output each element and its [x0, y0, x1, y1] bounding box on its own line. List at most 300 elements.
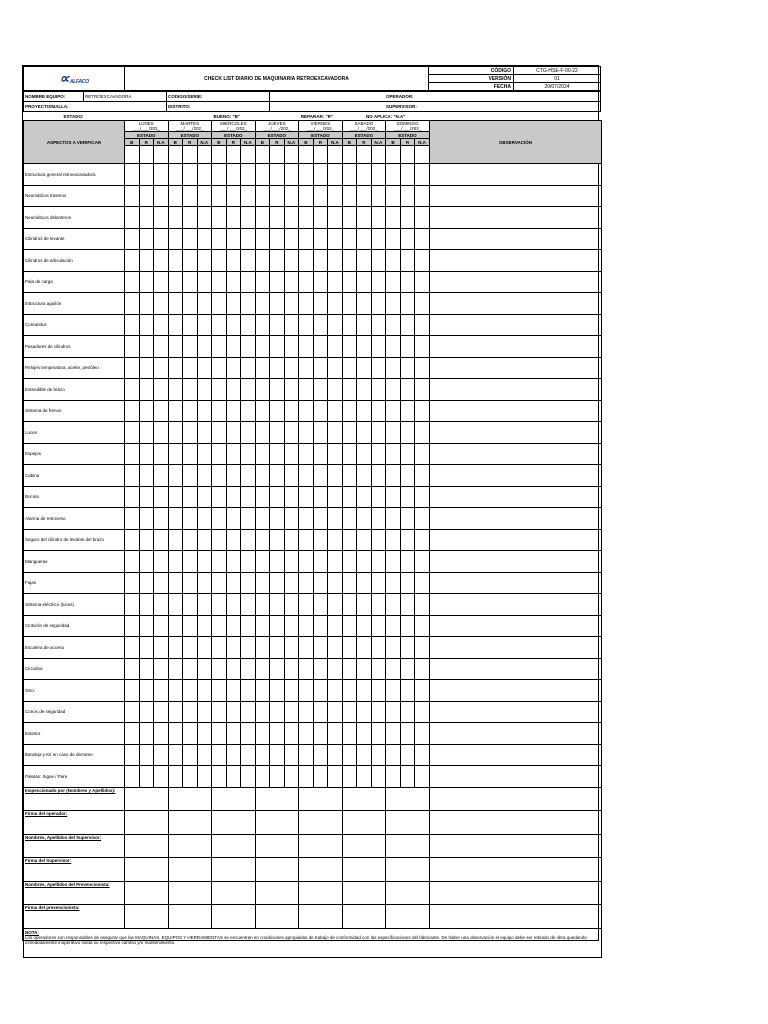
status-cell[interactable] [299, 744, 314, 766]
status-cell[interactable] [400, 293, 415, 315]
status-cell[interactable] [313, 293, 328, 315]
status-cell[interactable] [342, 228, 357, 250]
signature-cell[interactable] [212, 834, 256, 858]
status-cell[interactable] [299, 508, 314, 530]
signature-cell[interactable] [125, 787, 169, 811]
status-cell[interactable] [241, 486, 256, 508]
status-cell[interactable] [270, 271, 285, 293]
status-cell[interactable] [168, 508, 183, 530]
signature-cell[interactable] [299, 905, 343, 929]
status-cell[interactable] [357, 250, 372, 272]
status-cell[interactable] [313, 529, 328, 551]
observation-cell[interactable] [429, 508, 602, 530]
status-cell[interactable] [168, 572, 183, 594]
status-cell[interactable] [183, 228, 198, 250]
status-cell[interactable] [183, 271, 198, 293]
status-cell[interactable] [386, 766, 401, 788]
status-cell[interactable] [342, 658, 357, 680]
status-cell[interactable] [197, 766, 212, 788]
status-cell[interactable] [255, 744, 270, 766]
status-cell[interactable] [226, 701, 241, 723]
status-cell[interactable] [241, 357, 256, 379]
status-cell[interactable] [328, 314, 343, 336]
status-cell[interactable] [226, 723, 241, 745]
status-cell[interactable] [154, 357, 169, 379]
status-cell[interactable] [400, 637, 415, 659]
status-cell[interactable] [270, 723, 285, 745]
status-cell[interactable] [415, 314, 430, 336]
status-cell[interactable] [386, 680, 401, 702]
status-cell[interactable] [212, 422, 227, 444]
status-cell[interactable] [357, 379, 372, 401]
status-cell[interactable] [313, 701, 328, 723]
observation-cell[interactable] [429, 422, 602, 444]
status-cell[interactable] [125, 594, 140, 616]
status-cell[interactable] [226, 228, 241, 250]
status-cell[interactable] [299, 357, 314, 379]
signature-cell[interactable] [168, 834, 212, 858]
status-cell[interactable] [168, 228, 183, 250]
status-cell[interactable] [328, 508, 343, 530]
status-cell[interactable] [125, 508, 140, 530]
status-cell[interactable] [284, 465, 299, 487]
status-cell[interactable] [313, 185, 328, 207]
observation-cell[interactable] [429, 250, 602, 272]
status-cell[interactable] [299, 486, 314, 508]
status-cell[interactable] [255, 443, 270, 465]
status-cell[interactable] [125, 336, 140, 358]
status-cell[interactable] [371, 357, 386, 379]
status-cell[interactable] [183, 615, 198, 637]
status-cell[interactable] [212, 551, 227, 573]
status-cell[interactable] [270, 637, 285, 659]
status-cell[interactable] [371, 658, 386, 680]
status-cell[interactable] [125, 228, 140, 250]
status-cell[interactable] [255, 185, 270, 207]
status-cell[interactable] [226, 658, 241, 680]
status-cell[interactable] [284, 228, 299, 250]
status-cell[interactable] [328, 357, 343, 379]
status-cell[interactable] [125, 658, 140, 680]
status-cell[interactable] [270, 572, 285, 594]
status-cell[interactable] [270, 250, 285, 272]
status-cell[interactable] [284, 207, 299, 229]
status-cell[interactable] [357, 207, 372, 229]
status-cell[interactable] [212, 658, 227, 680]
status-cell[interactable] [342, 572, 357, 594]
status-cell[interactable] [125, 744, 140, 766]
status-cell[interactable] [328, 271, 343, 293]
status-cell[interactable] [212, 185, 227, 207]
status-cell[interactable] [284, 723, 299, 745]
status-cell[interactable] [168, 164, 183, 186]
status-cell[interactable] [415, 486, 430, 508]
status-cell[interactable] [415, 271, 430, 293]
status-cell[interactable] [386, 701, 401, 723]
status-cell[interactable] [328, 680, 343, 702]
status-cell[interactable] [400, 615, 415, 637]
status-cell[interactable] [328, 594, 343, 616]
status-cell[interactable] [212, 336, 227, 358]
status-cell[interactable] [212, 680, 227, 702]
status-cell[interactable] [139, 314, 154, 336]
status-cell[interactable] [313, 207, 328, 229]
status-cell[interactable] [125, 293, 140, 315]
status-cell[interactable] [125, 314, 140, 336]
signature-cell[interactable] [255, 834, 299, 858]
status-cell[interactable] [299, 207, 314, 229]
status-cell[interactable] [400, 443, 415, 465]
status-cell[interactable] [284, 508, 299, 530]
status-cell[interactable] [139, 594, 154, 616]
status-cell[interactable] [371, 615, 386, 637]
signature-cell[interactable] [125, 858, 169, 882]
status-cell[interactable] [400, 701, 415, 723]
signature-cell[interactable] [125, 834, 169, 858]
status-cell[interactable] [197, 164, 212, 186]
status-cell[interactable] [212, 572, 227, 594]
status-cell[interactable] [386, 336, 401, 358]
signature-cell[interactable] [125, 905, 169, 929]
status-cell[interactable] [386, 508, 401, 530]
status-cell[interactable] [313, 486, 328, 508]
status-cell[interactable] [125, 400, 140, 422]
status-cell[interactable] [299, 164, 314, 186]
status-cell[interactable] [386, 164, 401, 186]
status-cell[interactable] [241, 551, 256, 573]
status-cell[interactable] [226, 766, 241, 788]
status-cell[interactable] [313, 680, 328, 702]
status-cell[interactable] [284, 572, 299, 594]
status-cell[interactable] [183, 637, 198, 659]
status-cell[interactable] [342, 379, 357, 401]
status-cell[interactable] [357, 744, 372, 766]
supervisor-field[interactable] [270, 102, 601, 112]
observation-cell[interactable] [429, 486, 602, 508]
status-cell[interactable] [400, 723, 415, 745]
status-cell[interactable] [154, 379, 169, 401]
status-cell[interactable] [313, 723, 328, 745]
status-cell[interactable] [212, 164, 227, 186]
status-cell[interactable] [299, 271, 314, 293]
status-cell[interactable] [357, 594, 372, 616]
status-cell[interactable] [313, 465, 328, 487]
status-cell[interactable] [270, 486, 285, 508]
status-cell[interactable] [357, 615, 372, 637]
observation-cell[interactable] [429, 185, 602, 207]
status-cell[interactable] [255, 572, 270, 594]
status-cell[interactable] [255, 551, 270, 573]
status-cell[interactable] [168, 314, 183, 336]
status-cell[interactable] [299, 228, 314, 250]
status-cell[interactable] [212, 744, 227, 766]
status-cell[interactable] [212, 637, 227, 659]
status-cell[interactable] [255, 164, 270, 186]
signature-cell[interactable] [168, 905, 212, 929]
status-cell[interactable] [342, 422, 357, 444]
status-cell[interactable] [183, 486, 198, 508]
status-cell[interactable] [154, 658, 169, 680]
status-cell[interactable] [299, 637, 314, 659]
status-cell[interactable] [415, 637, 430, 659]
status-cell[interactable] [400, 250, 415, 272]
status-cell[interactable] [328, 637, 343, 659]
status-cell[interactable] [328, 744, 343, 766]
status-cell[interactable] [415, 422, 430, 444]
status-cell[interactable] [357, 228, 372, 250]
status-cell[interactable] [313, 508, 328, 530]
status-cell[interactable] [415, 680, 430, 702]
status-cell[interactable] [371, 336, 386, 358]
signature-cell[interactable] [386, 858, 430, 882]
status-cell[interactable] [154, 594, 169, 616]
observation-cell[interactable] [429, 529, 602, 551]
status-cell[interactable] [168, 723, 183, 745]
status-cell[interactable] [212, 357, 227, 379]
status-cell[interactable] [400, 508, 415, 530]
status-cell[interactable] [313, 615, 328, 637]
operador-field[interactable] [270, 92, 601, 102]
status-cell[interactable] [386, 658, 401, 680]
nombre-equipo-value[interactable]: RETROEXCAVADORA [84, 92, 167, 102]
status-cell[interactable] [270, 615, 285, 637]
status-cell[interactable] [299, 572, 314, 594]
status-cell[interactable] [212, 508, 227, 530]
status-cell[interactable] [139, 508, 154, 530]
status-cell[interactable] [168, 486, 183, 508]
status-cell[interactable] [226, 680, 241, 702]
status-cell[interactable] [400, 551, 415, 573]
status-cell[interactable] [197, 250, 212, 272]
status-cell[interactable] [299, 400, 314, 422]
status-cell[interactable] [415, 744, 430, 766]
status-cell[interactable] [313, 422, 328, 444]
status-cell[interactable] [125, 615, 140, 637]
status-cell[interactable] [183, 723, 198, 745]
status-cell[interactable] [197, 551, 212, 573]
signature-cell[interactable] [342, 881, 386, 905]
status-cell[interactable] [371, 508, 386, 530]
status-cell[interactable] [284, 680, 299, 702]
status-cell[interactable] [299, 185, 314, 207]
proyecto-field[interactable] [24, 102, 167, 112]
distrito-field[interactable] [167, 102, 270, 112]
status-cell[interactable] [371, 551, 386, 573]
status-cell[interactable] [371, 529, 386, 551]
day-date[interactable]: ___/___/202_ [306, 126, 335, 131]
status-cell[interactable] [197, 465, 212, 487]
status-cell[interactable] [299, 701, 314, 723]
status-cell[interactable] [226, 164, 241, 186]
status-cell[interactable] [139, 465, 154, 487]
status-cell[interactable] [183, 357, 198, 379]
status-cell[interactable] [139, 615, 154, 637]
codigo-serie-field[interactable] [167, 92, 270, 102]
status-cell[interactable] [371, 572, 386, 594]
status-cell[interactable] [284, 658, 299, 680]
status-cell[interactable] [255, 293, 270, 315]
status-cell[interactable] [241, 207, 256, 229]
status-cell[interactable] [371, 314, 386, 336]
status-cell[interactable] [270, 400, 285, 422]
status-cell[interactable] [212, 723, 227, 745]
status-cell[interactable] [357, 164, 372, 186]
status-cell[interactable] [415, 228, 430, 250]
status-cell[interactable] [299, 336, 314, 358]
status-cell[interactable] [139, 164, 154, 186]
observation-cell[interactable] [429, 701, 602, 723]
status-cell[interactable] [183, 551, 198, 573]
status-cell[interactable] [357, 529, 372, 551]
status-cell[interactable] [197, 529, 212, 551]
status-cell[interactable] [168, 336, 183, 358]
status-cell[interactable] [139, 637, 154, 659]
status-cell[interactable] [154, 228, 169, 250]
status-cell[interactable] [371, 443, 386, 465]
status-cell[interactable] [270, 529, 285, 551]
signature-cell[interactable] [342, 787, 386, 811]
status-cell[interactable] [299, 529, 314, 551]
status-cell[interactable] [226, 357, 241, 379]
status-cell[interactable] [386, 637, 401, 659]
status-cell[interactable] [183, 572, 198, 594]
status-cell[interactable] [168, 744, 183, 766]
status-cell[interactable] [197, 228, 212, 250]
status-cell[interactable] [139, 744, 154, 766]
status-cell[interactable] [328, 572, 343, 594]
status-cell[interactable] [154, 486, 169, 508]
status-cell[interactable] [371, 422, 386, 444]
status-cell[interactable] [139, 293, 154, 315]
status-cell[interactable] [328, 228, 343, 250]
status-cell[interactable] [255, 486, 270, 508]
status-cell[interactable] [241, 271, 256, 293]
status-cell[interactable] [212, 314, 227, 336]
status-cell[interactable] [371, 465, 386, 487]
status-cell[interactable] [197, 508, 212, 530]
status-cell[interactable] [371, 379, 386, 401]
status-cell[interactable] [241, 465, 256, 487]
status-cell[interactable] [255, 658, 270, 680]
status-cell[interactable] [226, 615, 241, 637]
status-cell[interactable] [168, 551, 183, 573]
signature-cell[interactable] [342, 905, 386, 929]
status-cell[interactable] [241, 701, 256, 723]
status-cell[interactable] [270, 293, 285, 315]
status-cell[interactable] [255, 594, 270, 616]
status-cell[interactable] [154, 400, 169, 422]
status-cell[interactable] [270, 379, 285, 401]
status-cell[interactable] [197, 422, 212, 444]
status-cell[interactable] [226, 185, 241, 207]
status-cell[interactable] [313, 250, 328, 272]
status-cell[interactable] [386, 357, 401, 379]
status-cell[interactable] [357, 637, 372, 659]
status-cell[interactable] [400, 744, 415, 766]
status-cell[interactable] [168, 443, 183, 465]
status-cell[interactable] [270, 508, 285, 530]
status-cell[interactable] [197, 486, 212, 508]
status-cell[interactable] [415, 250, 430, 272]
status-cell[interactable] [400, 228, 415, 250]
status-cell[interactable] [284, 443, 299, 465]
status-cell[interactable] [270, 658, 285, 680]
status-cell[interactable] [183, 400, 198, 422]
status-cell[interactable] [197, 701, 212, 723]
status-cell[interactable] [125, 723, 140, 745]
status-cell[interactable] [125, 551, 140, 573]
status-cell[interactable] [154, 680, 169, 702]
status-cell[interactable] [125, 680, 140, 702]
signature-observation-cell[interactable] [429, 787, 602, 811]
status-cell[interactable] [415, 615, 430, 637]
status-cell[interactable] [197, 400, 212, 422]
status-cell[interactable] [183, 529, 198, 551]
status-cell[interactable] [342, 766, 357, 788]
status-cell[interactable] [183, 379, 198, 401]
status-cell[interactable] [154, 164, 169, 186]
status-cell[interactable] [342, 164, 357, 186]
status-cell[interactable] [357, 508, 372, 530]
status-cell[interactable] [255, 508, 270, 530]
status-cell[interactable] [313, 314, 328, 336]
status-cell[interactable] [328, 185, 343, 207]
status-cell[interactable] [139, 551, 154, 573]
status-cell[interactable] [400, 207, 415, 229]
status-cell[interactable] [415, 379, 430, 401]
status-cell[interactable] [357, 658, 372, 680]
signature-cell[interactable] [125, 881, 169, 905]
status-cell[interactable] [342, 250, 357, 272]
signature-cell[interactable] [168, 858, 212, 882]
status-cell[interactable] [255, 422, 270, 444]
status-cell[interactable] [386, 551, 401, 573]
status-cell[interactable] [270, 314, 285, 336]
status-cell[interactable] [371, 744, 386, 766]
status-cell[interactable] [168, 185, 183, 207]
status-cell[interactable] [342, 357, 357, 379]
status-cell[interactable] [415, 443, 430, 465]
status-cell[interactable] [154, 336, 169, 358]
status-cell[interactable] [400, 529, 415, 551]
signature-cell[interactable] [255, 858, 299, 882]
status-cell[interactable] [284, 701, 299, 723]
signature-observation-cell[interactable] [429, 881, 602, 905]
status-cell[interactable] [357, 314, 372, 336]
status-cell[interactable] [241, 336, 256, 358]
status-cell[interactable] [139, 228, 154, 250]
status-cell[interactable] [139, 766, 154, 788]
status-cell[interactable] [125, 465, 140, 487]
signature-cell[interactable] [212, 905, 256, 929]
status-cell[interactable] [284, 271, 299, 293]
status-cell[interactable] [342, 314, 357, 336]
status-cell[interactable] [386, 185, 401, 207]
status-cell[interactable] [139, 723, 154, 745]
day-date[interactable]: ___/___/202_ [263, 126, 291, 131]
status-cell[interactable] [357, 185, 372, 207]
status-cell[interactable] [386, 422, 401, 444]
status-cell[interactable] [415, 207, 430, 229]
status-cell[interactable] [241, 637, 256, 659]
status-cell[interactable] [386, 250, 401, 272]
observation-cell[interactable] [429, 766, 602, 788]
status-cell[interactable] [342, 744, 357, 766]
status-cell[interactable] [357, 701, 372, 723]
status-cell[interactable] [125, 766, 140, 788]
status-cell[interactable] [415, 293, 430, 315]
signature-cell[interactable] [299, 787, 343, 811]
